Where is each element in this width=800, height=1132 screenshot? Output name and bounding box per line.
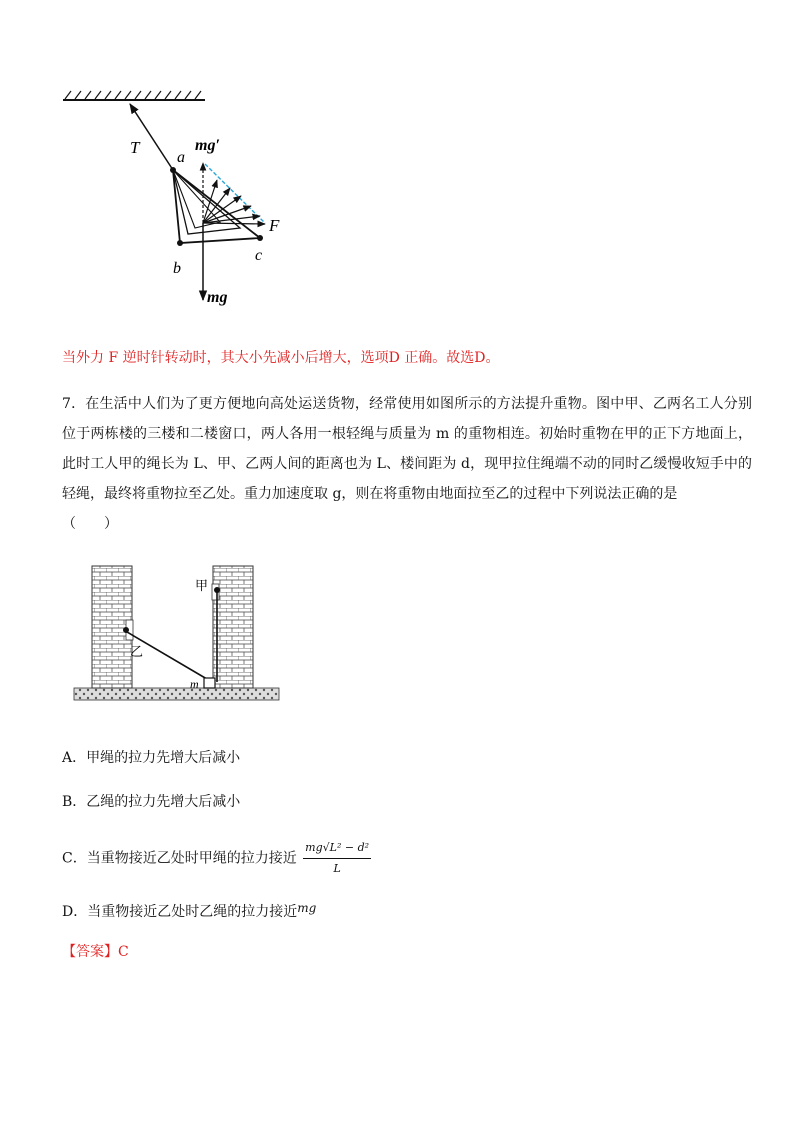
answer xyxy=(62,941,129,961)
question-text: 在生活中人们为了更方便地向高处运送货物，经常使用如图所示的方法提升重物。图中甲、乙两名工人分别位于两栋楼的三楼和二楼窗口，两人各用一根轻绳与质量为 m 的重物相连。初始时重物在甲的正下方地面上，此时工人甲的绳长为 L、甲、乙两人间的距离也为 L、楼间距为 d，现甲拉住绳端不动的同时乙缓慢收短手中的轻绳，最终将重物拉至乙处。重力加速度取 g，则在将重物由地面拉至乙的过程中下列说法正确的是 xyxy=(62,396,752,502)
question-paren: （ ） xyxy=(62,516,118,532)
label-yi: 乙 xyxy=(130,644,144,659)
label-c: c xyxy=(255,247,263,264)
option-d-value: mg xyxy=(297,901,317,915)
option-d-text: D．当重物接近乙处时乙绳的拉力接近 xyxy=(62,904,298,920)
option-c-text: C．当重物接近乙处时甲绳的拉力接近 xyxy=(62,850,297,867)
option-b: B．乙绳的拉力先增大后减小 xyxy=(62,794,241,810)
option-d xyxy=(62,898,316,922)
label-T: T xyxy=(130,138,140,157)
answer-bracket: 【答案】 xyxy=(62,944,118,960)
option-c-fraction xyxy=(303,838,371,879)
option-c xyxy=(62,838,371,879)
label-mg-prime: mg′ xyxy=(195,137,220,154)
answer-value: C xyxy=(118,944,129,960)
question-number: 7． xyxy=(62,396,86,412)
label-b: b xyxy=(173,260,181,277)
explanation-text: 当外力 F 逆时针转动时，其大小先减小后增大，选项D 正确。故选D。 xyxy=(62,350,500,366)
label-jia: 甲 xyxy=(195,578,209,593)
label-a: a xyxy=(177,149,185,166)
buildings-diagram xyxy=(70,560,285,705)
tension-arrow xyxy=(130,104,173,170)
label-F: F xyxy=(269,216,280,235)
force-diagram xyxy=(55,88,315,318)
option-a: A．甲绳的拉力先增大后减小 xyxy=(62,750,241,766)
label-mg: mg xyxy=(207,289,228,306)
fraction-denominator: L xyxy=(333,862,341,875)
question-7 xyxy=(62,389,752,539)
label-m: m xyxy=(190,677,199,691)
fraction-numerator: mg√L² − d² xyxy=(303,838,371,859)
